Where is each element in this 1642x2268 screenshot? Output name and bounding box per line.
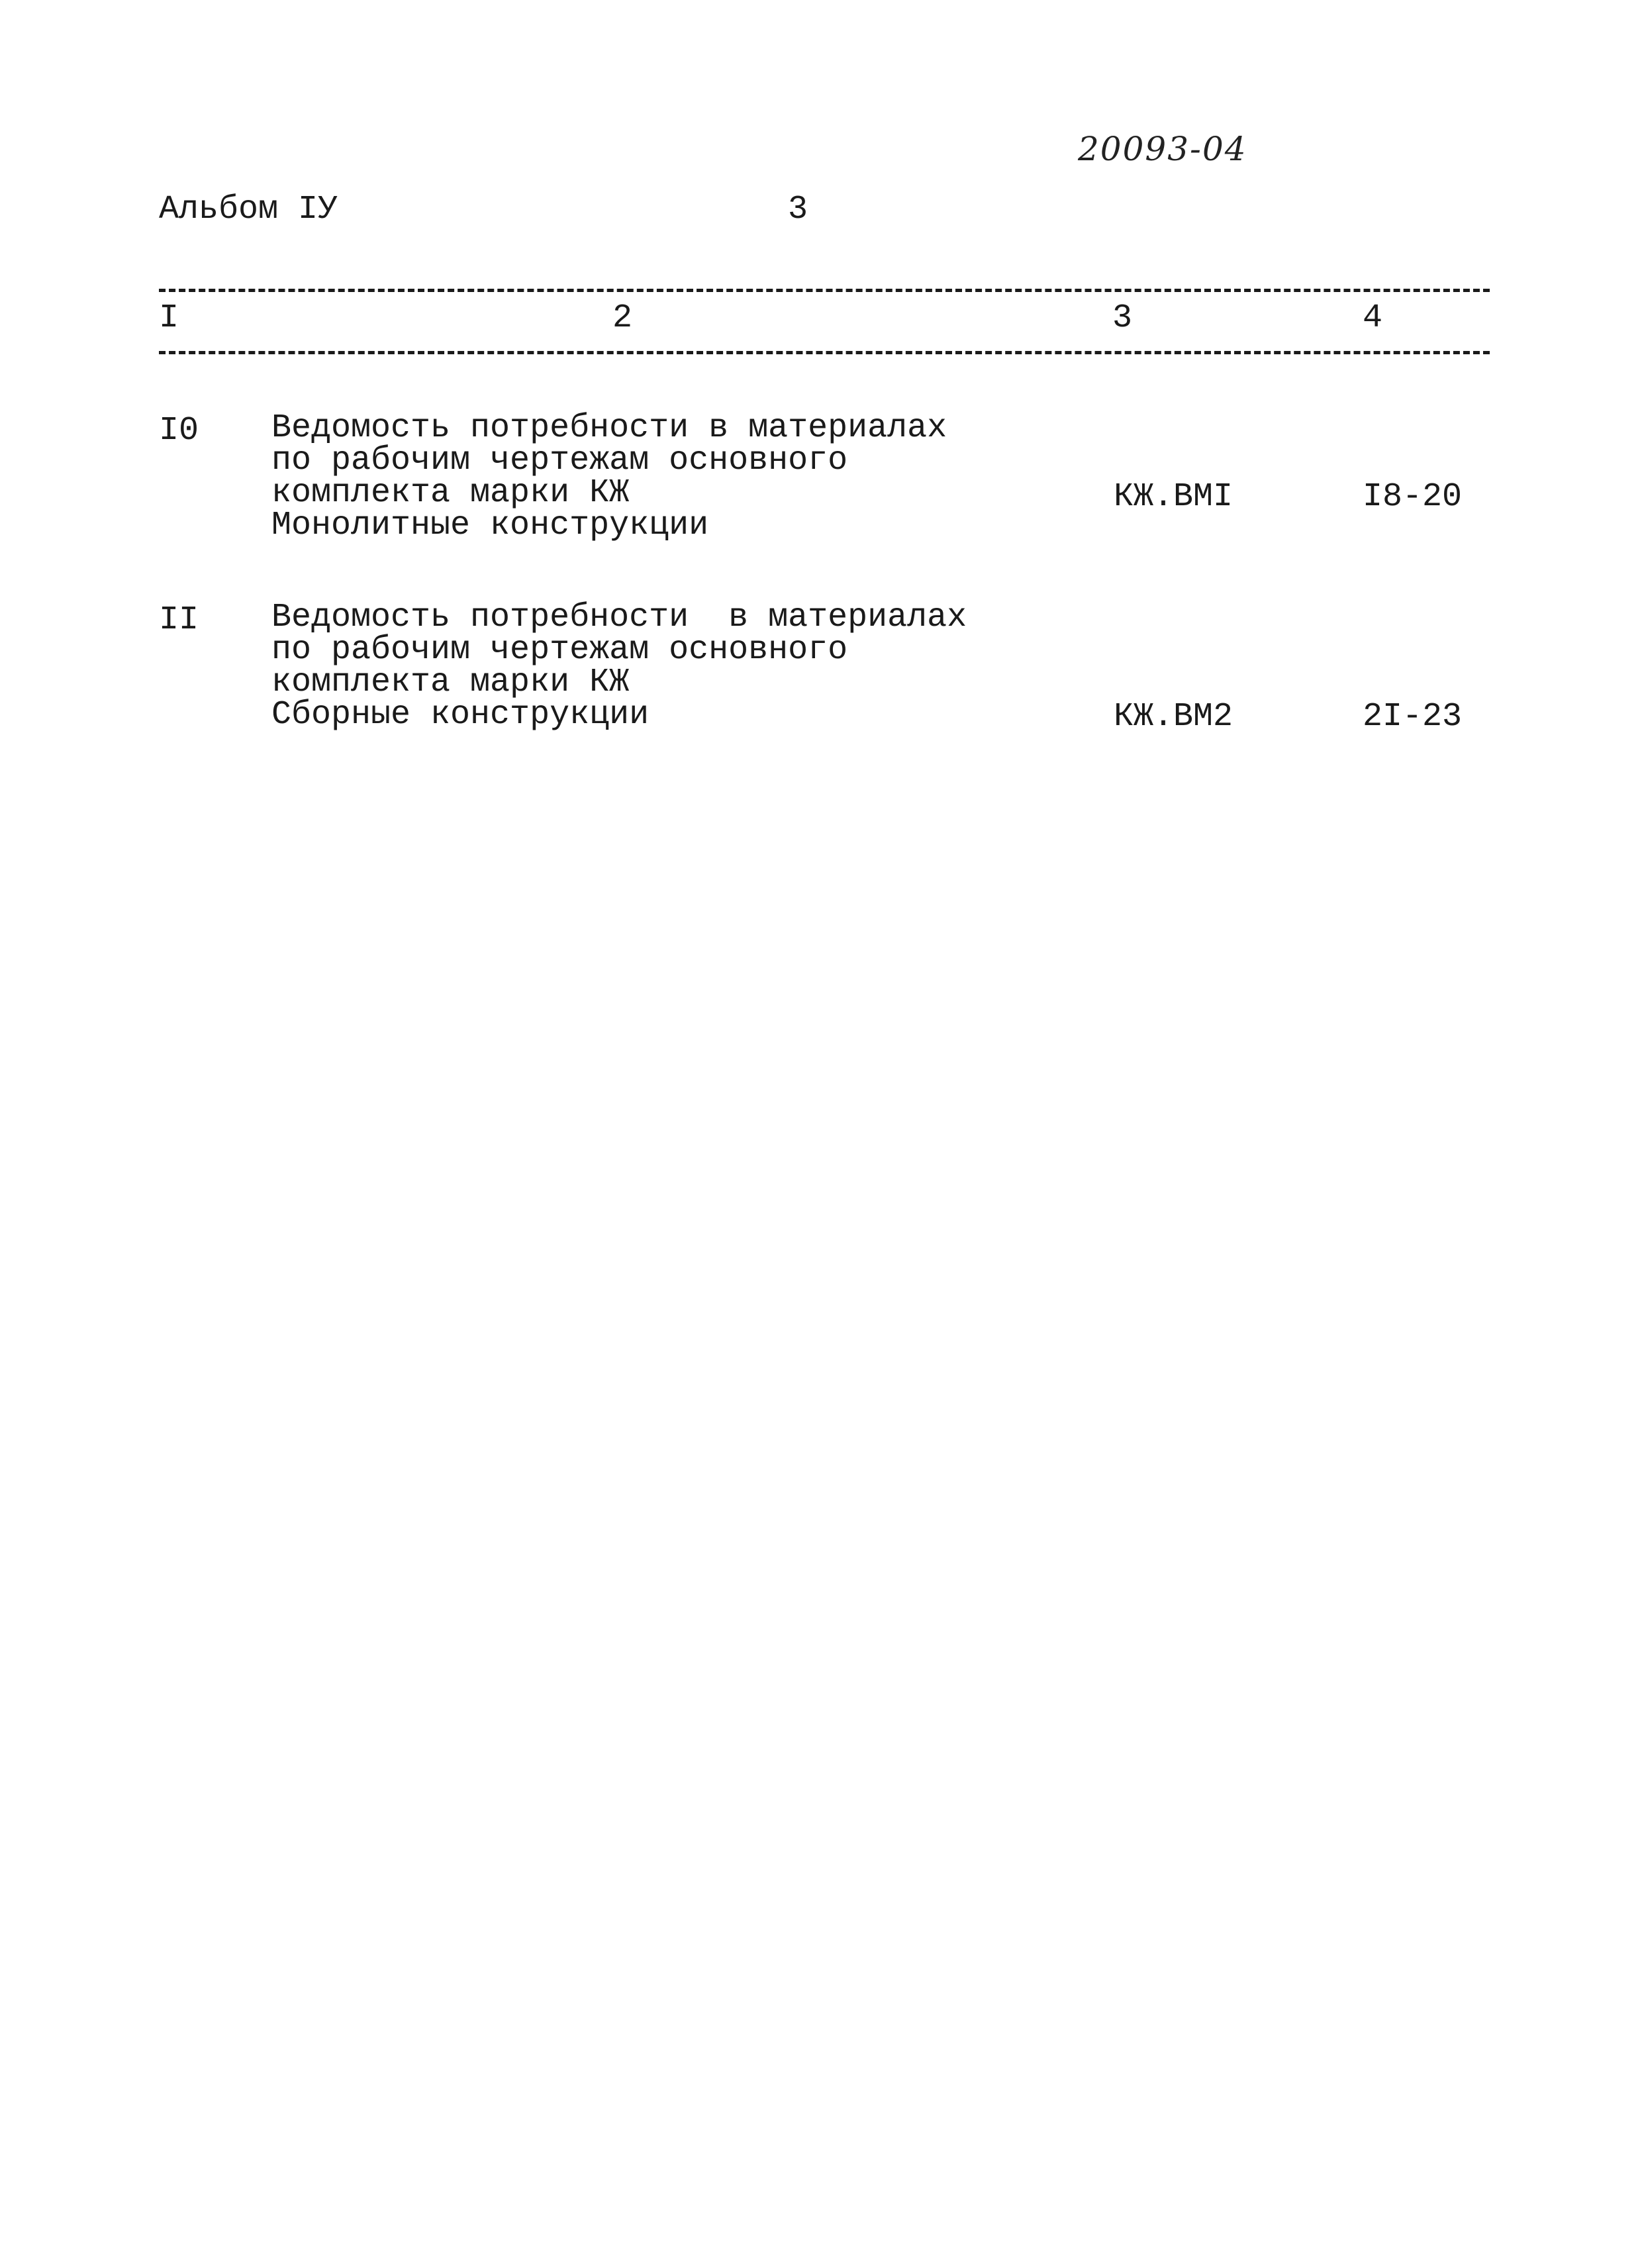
table-header-top-divider [159, 289, 1490, 292]
row-description [271, 599, 967, 734]
handwritten-document-code: 20093-04 [1078, 130, 1247, 168]
table-header-bottom-divider [159, 351, 1490, 354]
column-header-4: 4 [1363, 299, 1383, 337]
column-header-1: I [159, 299, 179, 337]
description-line: комплекта марки КЖ [271, 474, 630, 512]
row-document-code: КЖ.ВМ2 [1114, 698, 1233, 736]
description-line: Ведомость потребности в материалах [271, 409, 947, 447]
column-header-2: 2 [612, 299, 633, 337]
description-line: по рабочим чертежам основного [271, 631, 848, 669]
description-line: комплекта марки КЖ [271, 664, 630, 701]
description-line: по рабочим чертежам основного [271, 442, 848, 479]
row-page-range: I8-20 [1363, 478, 1463, 516]
column-header-3: 3 [1112, 299, 1133, 337]
page-number: 3 [788, 191, 808, 228]
description-line: Сборные конструкции [271, 696, 650, 734]
row-description [271, 409, 947, 544]
row-number: I0 [159, 412, 199, 450]
row-page-range: 2I-23 [1363, 698, 1463, 736]
description-line: Ведомость потребности в материалах [271, 599, 967, 636]
row-document-code: КЖ.ВМI [1114, 478, 1233, 516]
row-number: II [159, 601, 199, 639]
album-label: Альбом IУ [159, 191, 338, 228]
description-line: Монолитные конструкции [271, 507, 709, 544]
